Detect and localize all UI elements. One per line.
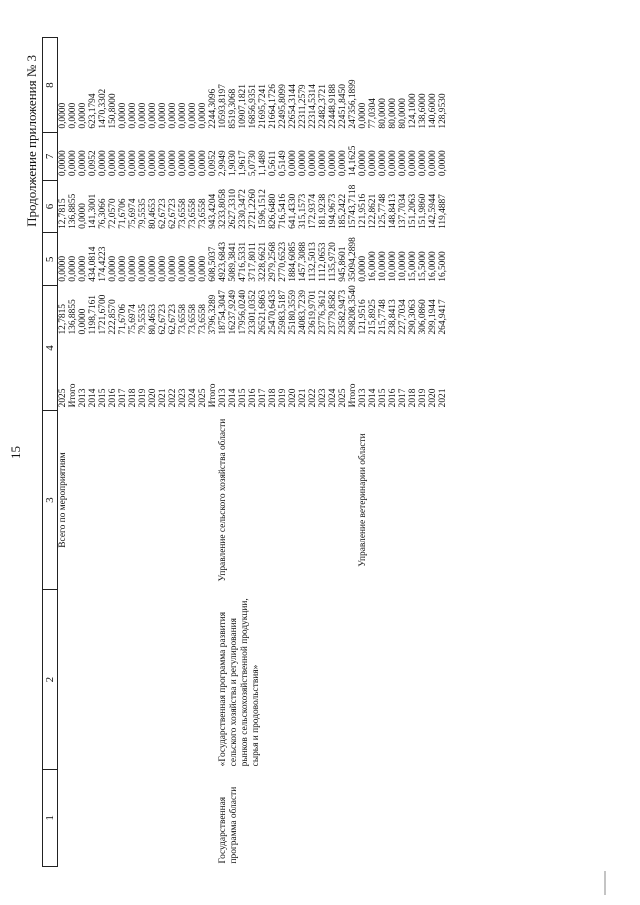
value-cell: 3233,8058 <box>218 189 228 229</box>
year-cell: 2023 <box>318 388 328 408</box>
year-cell: 2015 <box>378 388 388 408</box>
header-cell: 6 <box>43 180 58 233</box>
value-cell: 73,6558 <box>198 304 208 335</box>
value-cell: 15,5000 <box>418 251 428 282</box>
value-cell: 0,0000 <box>188 150 198 177</box>
header-cell: 5 <box>43 233 58 286</box>
value-cell: 23779,8582 <box>328 289 338 335</box>
table-row <box>58 38 69 867</box>
table-row <box>358 38 368 867</box>
value-cell: 10,0000 <box>398 251 408 282</box>
program-name-cell: «Государственная программа развития сельского хозяйства и регулирования рынков сельскохозяйственной продукции, сырья и продовольствия» <box>218 598 261 767</box>
value-cell: 22482,3721 <box>318 84 328 129</box>
value-cell: 136,8855 <box>68 193 78 229</box>
value-cell: 141,3001 <box>88 193 98 229</box>
value-cell: 10593,8197 <box>218 84 228 129</box>
value-cell: 0,0000 <box>108 150 118 177</box>
value-cell: 0,0000 <box>148 255 158 282</box>
value-cell: 0,0000 <box>298 150 308 177</box>
year-cell: 2016 <box>108 388 118 408</box>
year-cell: 2021 <box>438 388 448 408</box>
value-cell: 0,0000 <box>338 150 348 177</box>
value-cell: 1721,6700 <box>98 294 108 335</box>
funding-table <box>42 37 448 867</box>
value-cell: 62,6723 <box>168 304 178 335</box>
year-cell: 2024 <box>328 388 338 408</box>
value-cell: 2979,2568 <box>268 241 278 282</box>
value-cell: 128,9530 <box>438 93 448 129</box>
value-cell: 5089,3841 <box>228 241 238 282</box>
value-cell: 0,0000 <box>178 102 188 129</box>
value-cell: 2244,3096 <box>208 88 218 129</box>
value-cell: 77,0304 <box>368 98 378 129</box>
value-cell: 137,7034 <box>398 193 408 229</box>
value-cell: 22314,5314 <box>308 84 318 129</box>
value-cell: 185,2422 <box>338 193 348 229</box>
value-cell: 73,6558 <box>178 198 188 229</box>
value-cell: 299,1944 <box>428 299 438 335</box>
year-cell: 2021 <box>158 388 168 408</box>
value-cell: 22654,3144 <box>288 84 298 129</box>
value-cell: 73,6558 <box>178 304 188 335</box>
executor-cell: Управление ветеринарии области <box>358 433 368 567</box>
value-cell: 0,0000 <box>158 150 168 177</box>
header-cell: 7 <box>43 133 58 181</box>
table-body <box>58 38 449 867</box>
value-cell: 72,0570 <box>108 198 118 229</box>
value-cell: 0,0000 <box>438 150 448 177</box>
value-cell: 0,0000 <box>138 102 148 129</box>
value-cell: 0,0000 <box>418 150 428 177</box>
value-cell: 3717,8011 <box>248 242 258 282</box>
year-cell: 2024 <box>188 388 198 408</box>
program-name-cell <box>358 590 448 770</box>
value-cell: 0,0000 <box>78 150 88 177</box>
year-cell: 2018 <box>268 388 278 408</box>
value-cell: 0,0000 <box>138 150 148 177</box>
value-cell: 62,6723 <box>158 304 168 335</box>
value-cell: 0,0000 <box>198 150 208 177</box>
value-cell: 5,0730 <box>248 150 258 177</box>
year-cell: 2016 <box>388 388 398 408</box>
value-cell: 0,0000 <box>68 150 78 177</box>
value-cell: 0,0000 <box>368 150 378 177</box>
value-cell: 16,0000 <box>428 251 438 282</box>
value-cell: 0,0000 <box>58 150 68 177</box>
value-cell: 16856,9351 <box>248 84 258 129</box>
executor-cell <box>78 410 218 590</box>
value-cell: 0,0000 <box>68 255 78 282</box>
year-cell: 2025 <box>198 388 208 408</box>
page-number: 15 <box>8 446 23 459</box>
value-cell: 0,0000 <box>128 150 138 177</box>
value-cell: 75,6974 <box>128 198 138 229</box>
value-cell: 1198,7161 <box>88 295 98 335</box>
year-cell: 2023 <box>178 388 188 408</box>
value-cell: 35094,2898 <box>348 237 358 282</box>
value-cell: 151,2063 <box>408 193 418 229</box>
value-cell: 0,0000 <box>118 255 128 282</box>
value-cell: 142,5944 <box>428 193 438 229</box>
value-cell: 434,0814 <box>88 246 98 282</box>
value-cell: 125,7748 <box>378 193 388 229</box>
program-name-cell <box>78 590 218 770</box>
value-cell: 181,9238 <box>318 193 328 229</box>
year-cell: 2018 <box>128 388 138 408</box>
value-cell: 22451,8450 <box>338 84 348 129</box>
value-cell: 80,4653 <box>148 304 158 335</box>
value-cell: 0,5149 <box>278 150 288 177</box>
value-cell: 0,0000 <box>398 150 408 177</box>
value-cell: 140,6000 <box>428 93 438 129</box>
value-cell: 15743,7118 <box>348 184 358 229</box>
value-cell: 4923,6843 <box>218 241 228 282</box>
year-cell: 2020 <box>288 388 298 408</box>
value-cell: 0,0000 <box>288 150 298 177</box>
value-cell: 0,0000 <box>358 150 368 177</box>
value-cell: 0,0000 <box>168 150 178 177</box>
value-cell: 73,6558 <box>188 304 198 335</box>
value-cell: 1884,6085 <box>288 241 298 282</box>
year-cell: 2020 <box>428 388 438 408</box>
year-cell: 2015 <box>98 388 108 408</box>
value-cell: 0,0000 <box>408 150 418 177</box>
value-cell: 0,0000 <box>148 102 158 129</box>
value-cell: 4716,5331 <box>238 241 248 282</box>
value-cell: 0,0952 <box>208 150 218 177</box>
value-cell: 1135,9720 <box>328 242 338 282</box>
value-cell: 15,0000 <box>408 251 418 282</box>
year-cell: 2013 <box>218 388 228 408</box>
value-cell: 0,0000 <box>188 255 198 282</box>
value-cell: 0,0000 <box>198 255 208 282</box>
program-level-cell: Государственная программа области <box>218 786 239 864</box>
value-cell: 3796,3289 <box>208 294 218 335</box>
value-cell: 247356,1899 <box>348 79 358 129</box>
value-cell: 0,0000 <box>168 255 178 282</box>
year-cell: 2017 <box>398 388 408 408</box>
value-cell: 0,0000 <box>78 308 88 335</box>
page-mark-icon <box>600 867 610 897</box>
value-cell: 641,4330 <box>288 193 298 229</box>
value-cell: 826,6480 <box>268 193 278 229</box>
value-cell: 10,0000 <box>388 251 398 282</box>
year-cell: 2017 <box>258 388 268 408</box>
year-cell: 2025 <box>58 388 68 408</box>
year-cell: Итого <box>68 383 78 408</box>
value-cell: 264,9417 <box>438 299 448 335</box>
program-level-cell <box>58 769 79 866</box>
value-cell: 71,6706 <box>118 304 128 335</box>
value-cell: 1112,0653 <box>318 242 328 282</box>
value-cell: 0,0000 <box>58 255 68 282</box>
value-cell: 8519,3068 <box>228 88 238 129</box>
value-cell: 121,9516 <box>358 299 368 335</box>
year-cell: 2025 <box>338 388 348 408</box>
value-cell: 0,0000 <box>118 102 128 129</box>
value-cell: 136,8855 <box>68 299 78 335</box>
value-cell: 62,6723 <box>168 198 178 229</box>
year-cell: 2013 <box>78 388 88 408</box>
value-cell: 21664,1726 <box>268 84 278 129</box>
value-cell: 1596,1512 <box>258 189 268 229</box>
value-cell: 80,0000 <box>388 98 398 129</box>
value-cell: 80,0000 <box>378 98 388 129</box>
value-cell: 0,0000 <box>178 150 188 177</box>
continuation-title: Продолжение приложения № 3 <box>24 55 39 227</box>
value-cell: 1,9617 <box>238 150 248 177</box>
value-cell: 76,3066 <box>98 198 108 229</box>
value-cell: 16,0000 <box>368 251 378 282</box>
value-cell: 0,0000 <box>128 102 138 129</box>
value-cell: 71,6706 <box>118 198 128 229</box>
year-cell: 2017 <box>118 388 128 408</box>
value-cell: 0,0000 <box>78 255 88 282</box>
value-cell: 73,6558 <box>188 198 198 229</box>
value-cell: 148,8413 <box>388 193 398 229</box>
value-cell: 298208,3540 <box>348 285 358 335</box>
value-cell: 151,9860 <box>418 193 428 229</box>
value-cell: 0,0000 <box>378 150 388 177</box>
value-cell: 16237,9249 <box>228 289 238 335</box>
value-cell: 124,1000 <box>408 93 418 129</box>
value-cell: 23776,3612 <box>318 289 328 335</box>
value-cell: 0,0000 <box>98 150 108 177</box>
value-cell: 12,7815 <box>58 198 68 229</box>
value-cell: 1132,5013 <box>308 242 318 282</box>
value-cell: 17956,0240 <box>238 289 248 335</box>
value-cell: 0,0000 <box>358 255 368 282</box>
value-cell: 0,0000 <box>358 102 368 129</box>
value-cell: 0,0000 <box>78 102 88 129</box>
header-cell: 4 <box>43 286 58 411</box>
value-cell: 1,9030 <box>228 150 238 177</box>
value-cell: 122,8621 <box>368 193 378 229</box>
executor-cell: Управление сельского хозяйства области <box>218 418 228 582</box>
value-cell: 25470,6435 <box>268 289 278 335</box>
header-cell: 3 <box>43 410 58 590</box>
value-cell: 138,6000 <box>418 93 428 129</box>
value-cell: 73,6558 <box>198 198 208 229</box>
value-cell: 2721,2260 <box>248 189 258 229</box>
header-cell: 1 <box>43 769 58 866</box>
header-cell: 8 <box>43 38 58 133</box>
value-cell: 0,0000 <box>68 102 78 129</box>
value-cell: 24083,7239 <box>298 289 308 335</box>
header-cell: 2 <box>43 590 58 770</box>
value-cell: 174,4223 <box>98 246 108 282</box>
value-cell: 23619,9701 <box>308 289 318 335</box>
table-row <box>78 38 88 867</box>
year-cell: Итого <box>348 383 358 408</box>
value-cell: 2,9949 <box>218 150 228 177</box>
value-cell: 0,0000 <box>318 150 328 177</box>
year-cell: 2015 <box>238 388 248 408</box>
value-cell: 238,8413 <box>388 299 398 335</box>
value-cell: 315,1573 <box>298 193 308 229</box>
value-cell: 0,0952 <box>88 150 98 177</box>
value-cell: 75,6974 <box>128 304 138 335</box>
value-cell: 0,0000 <box>118 150 128 177</box>
value-cell: 623,1794 <box>88 93 98 129</box>
value-cell: 943,4204 <box>208 193 218 229</box>
value-cell: 18754,3047 <box>218 289 228 335</box>
value-cell: 80,0000 <box>398 98 408 129</box>
year-cell: 2022 <box>168 388 178 408</box>
value-cell: 0,5611 <box>268 150 278 177</box>
value-cell: 22495,8099 <box>278 84 288 129</box>
value-cell: 0,0000 <box>178 255 188 282</box>
value-cell: 14,1625 <box>348 145 358 177</box>
value-cell: 1457,3088 <box>298 241 308 282</box>
value-cell: 16,5000 <box>438 251 448 282</box>
year-cell: 2019 <box>418 388 428 408</box>
value-cell: 10,0000 <box>378 251 388 282</box>
value-cell: 172,9374 <box>308 193 318 229</box>
value-cell: 0,0000 <box>148 150 158 177</box>
value-cell: 150,8000 <box>108 93 118 129</box>
value-cell: 119,4887 <box>438 194 448 229</box>
value-cell: 2770,6523 <box>278 241 288 282</box>
program-level-cell <box>358 769 448 866</box>
value-cell: 21695,7241 <box>258 84 268 129</box>
value-cell: 25180,3559 <box>288 289 298 335</box>
value-cell: 25983,5187 <box>278 289 288 335</box>
value-cell: 79,5535 <box>138 198 148 229</box>
value-cell: 215,8925 <box>368 299 378 335</box>
value-cell: 227,7034 <box>398 299 408 335</box>
value-cell: 2627,3310 <box>228 189 238 229</box>
value-cell: 12,7815 <box>58 304 68 335</box>
value-cell: 0,0000 <box>308 150 318 177</box>
value-cell: 0,0000 <box>388 150 398 177</box>
year-cell: 2019 <box>138 388 148 408</box>
value-cell: 0,0000 <box>328 150 338 177</box>
value-cell: 0,0000 <box>198 102 208 129</box>
year-cell: 2021 <box>298 388 308 408</box>
value-cell: 121,9516 <box>358 193 368 229</box>
value-cell: 945,8601 <box>338 246 348 282</box>
value-cell: 23582,9473 <box>338 289 348 335</box>
value-cell: 290,3063 <box>408 299 418 335</box>
program-level-cell <box>78 769 218 866</box>
year-cell: 2013 <box>358 388 368 408</box>
year-cell: 2014 <box>228 388 238 408</box>
value-cell: 608,5037 <box>208 246 218 282</box>
program-name-cell <box>58 590 79 770</box>
year-cell: Итого <box>208 383 218 408</box>
value-cell: 222,8570 <box>108 299 118 335</box>
value-cell: 79,5535 <box>138 304 148 335</box>
value-cell: 62,6723 <box>158 198 168 229</box>
value-cell: 716,5416 <box>278 193 288 229</box>
value-cell: 3228,6621 <box>258 241 268 282</box>
year-cell: 2014 <box>88 388 98 408</box>
value-cell: 0,0000 <box>158 102 168 129</box>
value-cell: 0,0000 <box>108 255 118 282</box>
year-cell: 2022 <box>308 388 318 408</box>
value-cell: 194,9673 <box>328 193 338 229</box>
executor-cell: Всего по мероприятиям <box>58 452 68 548</box>
value-cell: 23301,0352 <box>248 289 258 335</box>
value-cell: 26521,6863 <box>258 289 268 335</box>
value-cell: 22311,2579 <box>298 84 308 129</box>
value-cell: 0,0000 <box>188 102 198 129</box>
value-cell: 306,0860 <box>418 299 428 335</box>
value-cell: 0,0000 <box>428 150 438 177</box>
value-cell: 1,1489 <box>258 150 268 177</box>
year-cell: 2018 <box>408 388 418 408</box>
value-cell: 0,0000 <box>58 102 68 129</box>
value-cell: 0,0000 <box>128 255 138 282</box>
value-cell: 0,0000 <box>168 102 178 129</box>
year-cell: 2014 <box>368 388 378 408</box>
year-cell: 2019 <box>278 388 288 408</box>
value-cell: 215,7748 <box>378 299 388 335</box>
value-cell: 22448,9188 <box>328 84 338 129</box>
value-cell: 0,0000 <box>158 255 168 282</box>
value-cell: 0,0000 <box>138 255 148 282</box>
header-row <box>43 38 58 867</box>
year-cell: 2020 <box>148 388 158 408</box>
year-cell: 2016 <box>248 388 258 408</box>
value-cell: 10907,1821 <box>238 84 248 129</box>
value-cell: 80,4653 <box>148 198 158 229</box>
table-row <box>218 38 228 867</box>
value-cell: 1470,3302 <box>98 88 108 129</box>
value-cell: 2330,3472 <box>238 189 248 229</box>
value-cell: 0,0000 <box>78 203 88 229</box>
